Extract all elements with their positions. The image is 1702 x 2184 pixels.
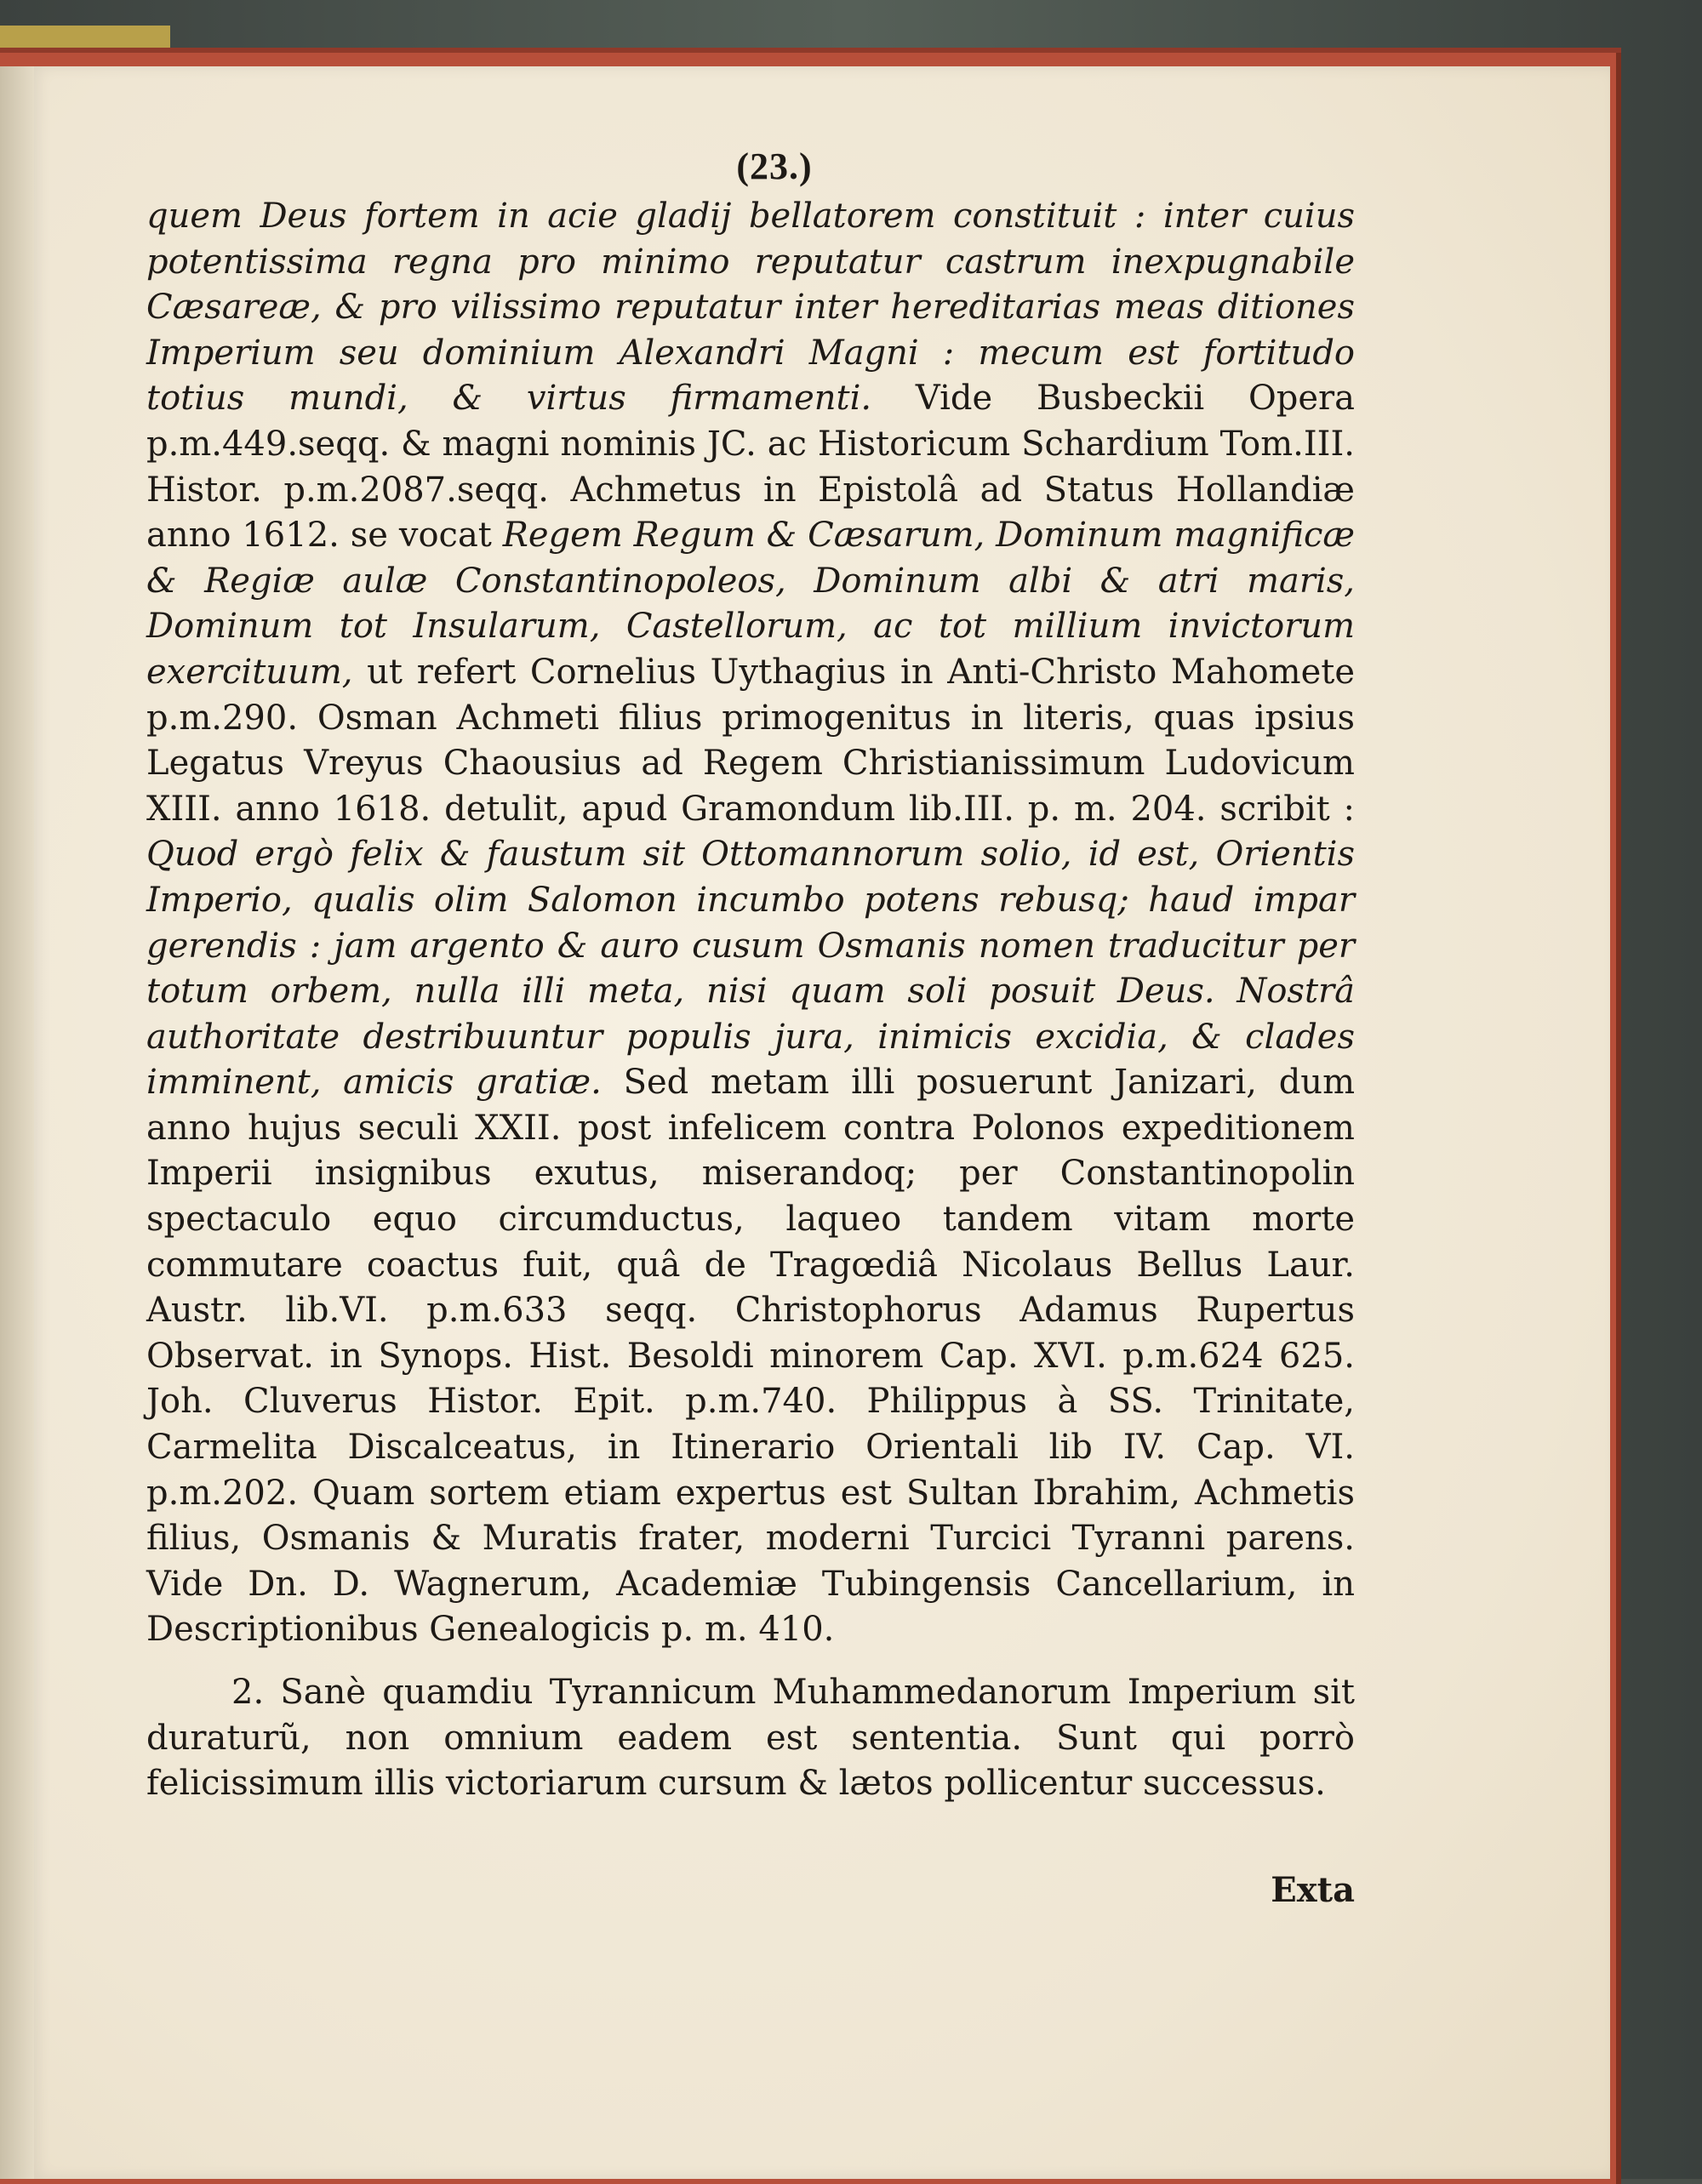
paragraph-continuation — [146, 194, 1355, 1653]
page-number-header: (23.) — [736, 145, 813, 187]
catchword: Exta — [1271, 1870, 1355, 1910]
citation-text: Vide Busbeckii Opera p.m.449.seqq. & magni nominis JC. ac Historicum Schardium Tom.III. Histor. p.m.2087.seqq. Achmetus in Epistolâ ad Status Hollandiæ anno 1612. se vocat — [146, 379, 1355, 556]
quotation-osman-letter: Quod ergò felix & faustum sit Ottomannorum solio, id est, Orientis Imperio, qualis olim Salomon incumbo potens rebusq; haud impar gerendis : jam argento & auro cusum Osmanis nomen traducitur per totum orbem, nulla illi meta, nisi quam soli posuit Deus. Nostrâ authoritate destribuuntur populis jura, inimicis excidia, & clades imminent, amicis gratiæ. — [146, 835, 1355, 1103]
citation-text: ut refert Cornelius Uythagius in Anti-Christo Mahomete p.m.290. Osman Achmeti filius primogenitus in literis, quas ipsius Legatus Vreyus Chaousius ad Regem Christianissimum Ludovicum XIII. anno 1618. detulit, apud Gramondum lib.III. p. m. 204. scribit : — [146, 652, 1355, 829]
quotation-letter-suleiman: quem Deus fortem in acie gladij bellatorem constituit : inter cuius potentissima regna pro minimo reputatur castrum inexpugnabile Cæsareæ, & pro vilissimo reputatur inter hereditarias meas ditiones Imperium seu dominium Alexandri Magni : mecum est fortitudo totius mundi, & virtus firmamenti. — [146, 197, 1355, 419]
paragraph-2: 2. Sanè quamdiu Tyrannicum Muhammedanorum Imperium sit duraturũ, non omnium eadem est sententia. Sunt qui porrò felicissimum illis victoriarum cursum & lætos pollicentur successus. — [146, 1673, 1355, 1804]
page-gutter — [0, 66, 34, 2179]
quotation-achmet-titles: Regem Regum & Cæsarum, Dominum magnificæ & Regiæ aulæ Constantinopoleos, Dominum albi & atri maris, Dominum tot Insularum, Castellorum, ac tot millium invictorum exercituum, — [146, 516, 1355, 692]
citation-text: Sed metam illi posuerunt Janizari, dum anno hujus seculi XXII. post infelicem contra Polonos expeditionem Imperii insignibus exutus, miserandoq; per Constantinopolin spectaculo equo circumductus, laqueo tandem vitam morte commutare coactus fuit, quâ de Tragœdiâ Nicolaus Bellus Laur. Austr. lib.VI. p.m.633 seqq. Christophorus Adamus Rupertus Observat. in Synops. Hist. Besoldi minorem Cap. XVI. p.m.624 625. Joh. Cluverus Histor. Epit. p.m.740. Philippus à SS. Trinitate, Carmelita Discalceatus, in Itinerario Orientali lib IV. Cap. VI. p.m.202. Quam sortem etiam expertus est Sultan Ibrahim, Achmetis filius, Osmanis & Muratis frater, moderni Turcici Tyranni parens. Vide Dn. D. Wagnerum, Academiæ Tubingensis Cancellarium, in Descriptionibus Genealogicis p. m. 410. — [146, 1063, 1355, 1650]
page-body — [146, 194, 1355, 1807]
